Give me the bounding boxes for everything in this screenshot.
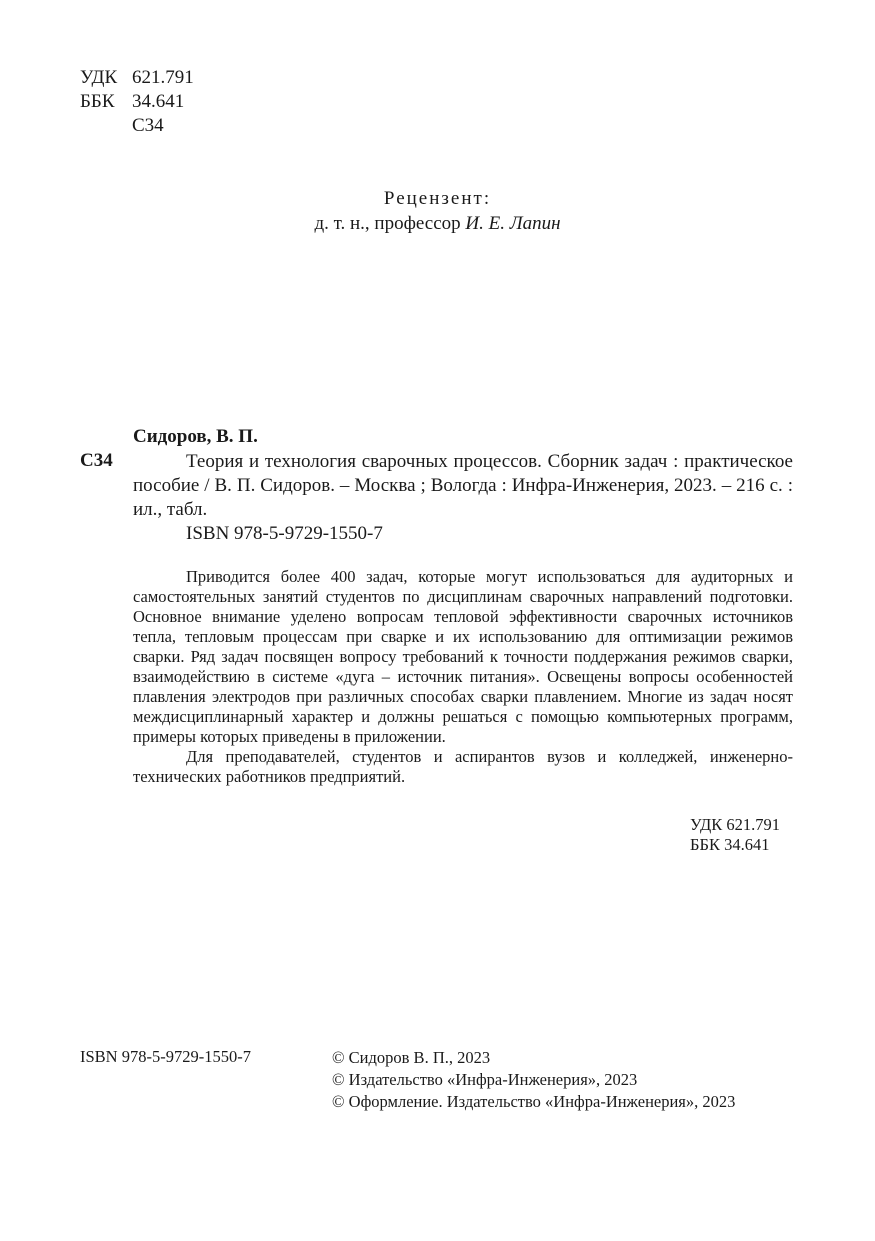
bbk-label: ББК: [80, 91, 115, 112]
author-mark-label: [80, 114, 132, 138]
copyright-author: © Сидоров В. П., 2023: [332, 1048, 491, 1067]
reviewer-name: И. Е. Лапин: [465, 213, 561, 234]
udk-row: [80, 66, 194, 90]
bibliographic-entry: [133, 450, 793, 546]
bottom-udk: УДК 621.791: [690, 815, 781, 834]
bbk-value: 34.641: [132, 91, 185, 112]
footer-isbn: ISBN 978-5-9729-1550-7: [80, 1047, 251, 1066]
abstract-paragraph-1: Приводится более 400 задач, которые могут использоваться для аудиторных и самостоятельных занятий студентов по дисциплинам сварочных направлений подготовки. Основное внимание уделено вопросам тепловой эффективности сварочных источников тепла, тепловым процессам при сварке и их использованию для оптимизации режимов сварки. Ряд задач посвящен вопросу требований к точности поддержания режимов сварки, взаимодействию в системе «дуга – источник питания». Освещены вопросы особенностей плавления электродов при различных способах сварки плавлением. Многие из задач носят междисциплинарный характер и должны решаться с помощью компьютерных программ, примеры которых приведены в приложении.: [133, 567, 793, 746]
classification-block: [80, 66, 194, 138]
bbk-row: [80, 90, 194, 114]
copyright-block: [332, 1047, 735, 1113]
catalog-author: Сидоров, В. П.: [133, 426, 258, 447]
copyright-publisher: © Издательство «Инфра-Инженерия», 2023: [332, 1070, 638, 1089]
reviewer-line: [0, 211, 875, 236]
bottom-classification: [690, 815, 780, 855]
reviewer-title: д. т. н., профессор: [314, 213, 466, 234]
bibliographic-isbn: ISBN 978-5-9729-1550-7: [186, 523, 383, 544]
author-mark-row: [80, 114, 194, 138]
author-mark-value: С34: [132, 115, 164, 136]
reviewer-label: Рецензент:: [383, 188, 492, 209]
catalog-code: С34: [80, 450, 113, 471]
reviewer-block: [0, 186, 875, 236]
bibliographic-description: Теория и технология сварочных процессов. Сборник задач : практическое пособие / В. П. Сидоров. – Москва ; Вологда : Инфра-Инженерия, 2023. – 216 с. : ил., табл.: [133, 451, 793, 520]
copyright-design: © Оформление. Издательство «Инфра-Инженерия», 2023: [332, 1092, 736, 1111]
abstract: [133, 567, 793, 787]
abstract-paragraph-2: Для преподавателей, студентов и аспирантов вузов и колледжей, инженерно-технических работников предприятий.: [133, 747, 793, 786]
udk-value: 621.791: [132, 67, 194, 88]
bottom-bbk: ББК 34.641: [690, 835, 770, 854]
udk-label: УДК: [80, 67, 118, 88]
